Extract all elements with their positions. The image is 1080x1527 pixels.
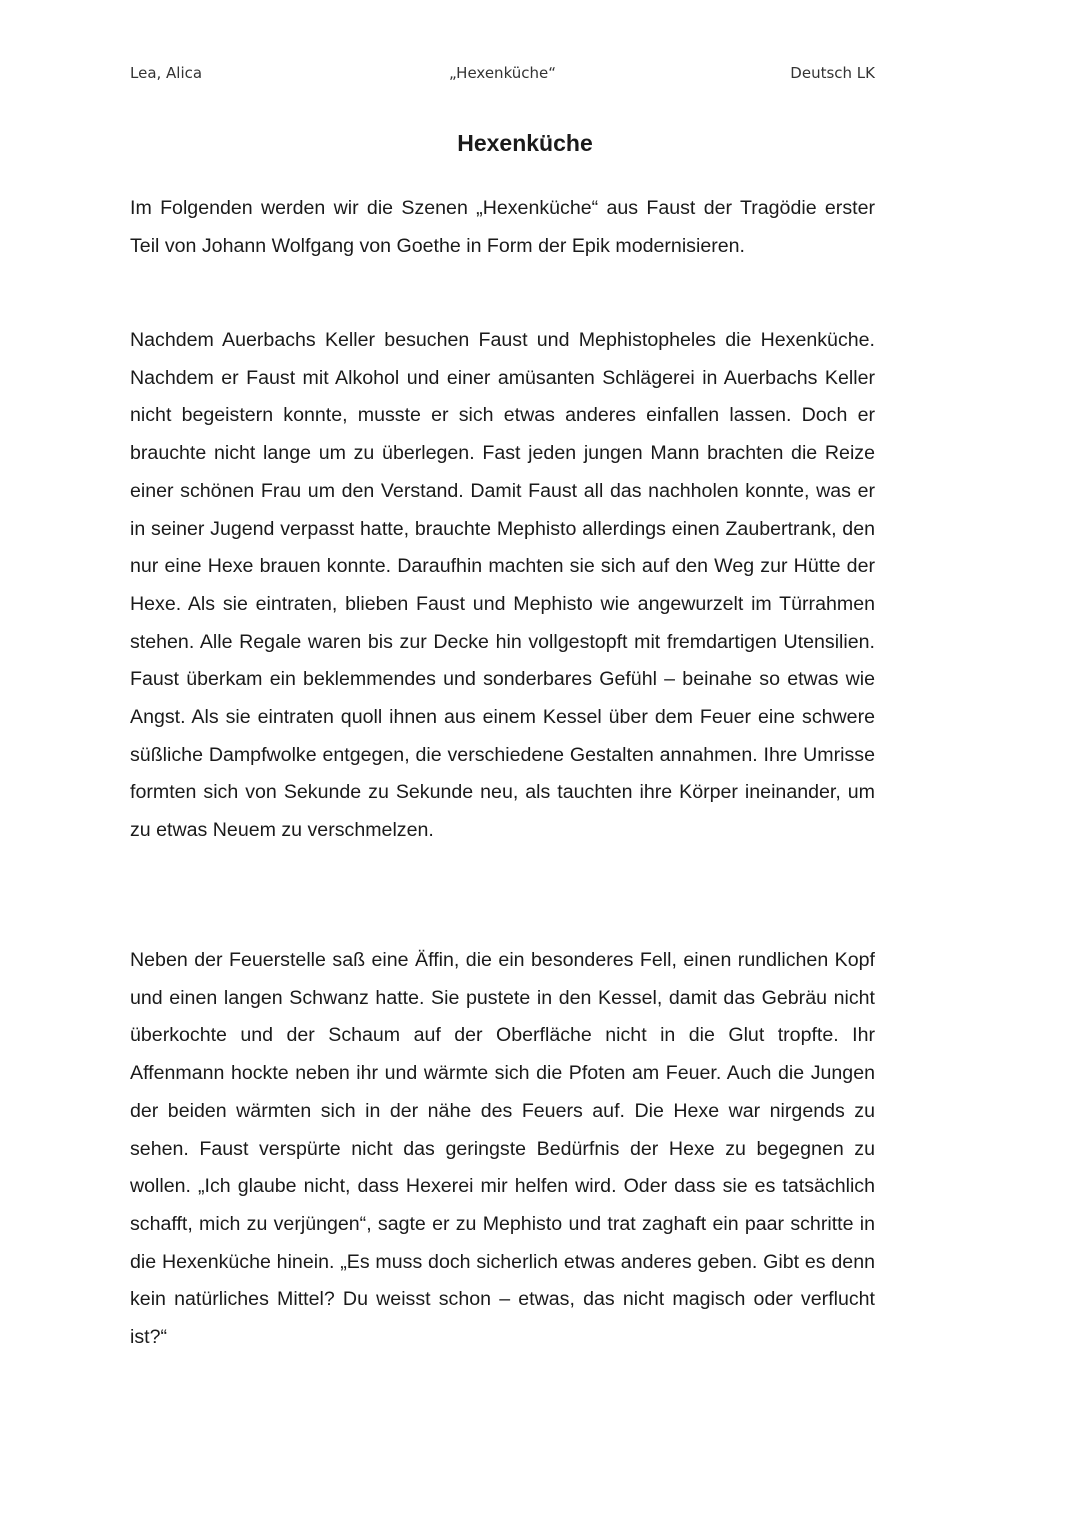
document-title: Hexenküche (457, 130, 593, 156)
body-paragraph-2: Neben der Feuerstelle saß eine Äffin, die ein besonderes Fell, einen rundlichen Kopf und einen langen Schwanz hatte. Sie pustete in den Kessel, damit das Gebräu nicht überkochte und der Schaum auf der Oberfläche nicht in die Glut tropfte. Ihr Affenmann hockte neben ihr und wärmte sich die Pfoten am Feuer. Auch die Jungen der beiden wärmten sich in der nähe des Feuers auf. Die Hexe war nirgends zu sehen. Faust verspürte nicht das geringste Bedürfnis der Hexe zu begegnen zu wollen. „Ich glaube nicht, dass Hexerei mir helfen wird. Oder dass sie es tatsächlich schafft, mich zu verjüngen“, sagte er zu Mephisto und trat zaghaft ein paar schritte in die Hexenküche hinein. „Es muss doch sicherlich etwas anderes geben. Gibt es denn kein natürliches Mittel? Du weisst schon – etwas, das nicht magisch oder verflucht ist?“ (130, 949, 875, 1349)
page-header (130, 64, 875, 88)
header-course: Deutsch LK (790, 64, 875, 82)
intro-paragraph: Im Folgenden werden wir die Szenen „Hexenküche“ aus Faust der Tragödie erster Teil von Johann Wolfgang von Goethe in Form der Epik modernisieren. (130, 197, 875, 257)
body-paragraph-1: Nachdem Auerbachs Keller besuchen Faust und Mephistopheles die Hexenküche. Nachdem er Faust mit Alkohol und einer amüsanten Schlägerei in Auerbachs Keller nicht begeistern konnte, musste er sich etwas anderes einfallen lassen. Doch er brauchte nicht lange um zu überlegen. Fast jeden jungen Mann brachten die Reize einer schönen Frau um den Verstand. Damit Faust all das nachholen konnte, was er in seiner Jugend verpasst hatte, brauchte Mephisto allerdings einen Zaubertrank, den nur eine Hexe brauen konnte. Daraufhin machten sie sich auf den Weg zur Hütte der Hexe. Als sie eintraten, blieben Faust und Mephisto wie angewurzelt im Türrahmen stehen. Alle Regale waren bis zur Decke hin vollgestopft mit fremdartigen Utensilien. Faust überkam ein beklemmendes und sonderbares Gefühl – beinahe so etwas wie Angst. Als sie eintraten quoll ihnen aus einem Kessel über dem Feuer eine schwere süßliche Dampfwolke entgegen, die verschiedene Gestalten annahmen. Ihre Umrisse formten sich von Sekunde zu Sekunde neu, als tauchten ihre Körper ineinander, um zu etwas Neuem zu verschmelzen. (130, 329, 875, 842)
header-topic: „Hexenküche“ (448, 64, 557, 82)
header-authors: Lea, Alica (130, 64, 203, 82)
